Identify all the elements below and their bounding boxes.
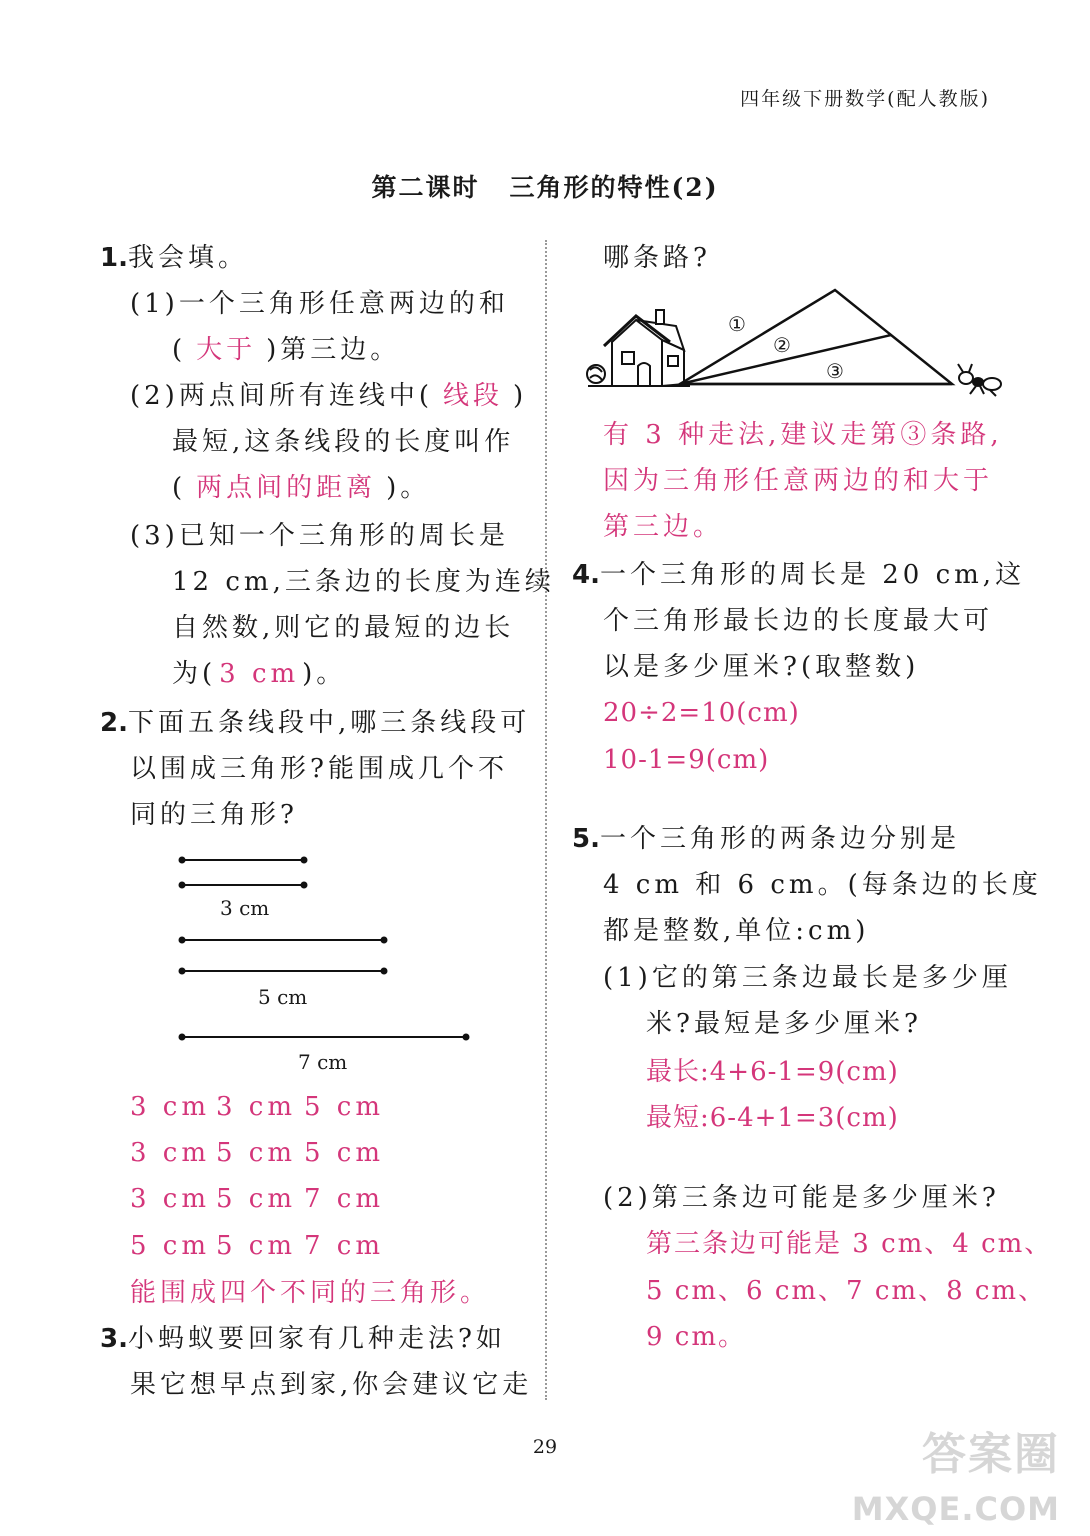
q4-number: 4.	[572, 560, 600, 590]
q4-line1	[572, 552, 1025, 598]
q2-answer-row-2	[130, 1130, 384, 1176]
q1-part3-line4	[172, 651, 346, 697]
segment-label-5cm: 5 cm	[258, 985, 308, 1009]
q1-prompt	[100, 235, 248, 281]
q5-line1	[572, 816, 960, 862]
q5-sub1-line1: (1)它的第三条边最长是多少厘	[603, 963, 1012, 993]
q3-line1	[100, 1316, 506, 1362]
q1-part2-line3	[172, 465, 430, 511]
q1-part3-line3: 自然数,则它的最短的边长	[172, 613, 515, 643]
q2-a2-c1: 3 cm	[130, 1138, 211, 1168]
q1-prompt-text: 我会填。	[127, 243, 248, 273]
q2-line1	[100, 700, 530, 746]
q4-text1: 一个三角形的周长是 20 cm,这	[599, 560, 1026, 590]
q2-a1-c1: 3 cm	[130, 1092, 211, 1122]
watermark-logo: 答案圈	[922, 1429, 1060, 1480]
q4-answer-line2: 10-1=9(cm)	[603, 745, 770, 775]
q4-answer-line1: 20÷2=10(cm)	[603, 698, 800, 728]
q2-a2-c2: 5 cm	[216, 1138, 297, 1168]
q2-a3-c1: 3 cm	[130, 1184, 211, 1214]
route-triangle	[680, 290, 952, 384]
watermark-url: MXQE.COM	[851, 1490, 1060, 1528]
q2-a1-c3: 5 cm	[304, 1092, 385, 1122]
q1-part3-post: )。	[302, 659, 347, 689]
lesson-topic: 三角形的特性(2)	[509, 173, 719, 202]
q1-part1-answer: 大于	[196, 335, 257, 365]
segment-3cm-a	[179, 857, 308, 864]
q2-text1: 下面五条线段中,哪三条线段可	[127, 708, 531, 738]
q5-text1: 一个三角形的两条边分别是	[599, 824, 960, 854]
q1-part3-pre: 为(	[172, 659, 217, 689]
q5-sub1-answer2: 最短:6-4+1=3(cm)	[646, 1103, 899, 1133]
segment-3cm-b	[179, 882, 308, 889]
q2-number: 2.	[100, 708, 128, 738]
q2-line3: 同的三角形?	[130, 800, 298, 830]
q2-a1-c2: 3 cm	[216, 1092, 297, 1122]
q2-a2-c3: 5 cm	[304, 1138, 385, 1168]
column-divider	[545, 240, 547, 1400]
q3-answer-line2: 因为三角形任意两边的和大于	[603, 466, 994, 496]
q1-part1-close: )第三边。	[266, 335, 401, 365]
q5-sub1-answer1: 最长:4+6-1=9(cm)	[646, 1057, 899, 1087]
q3-line2: 果它想早点到家,你会建议它走	[130, 1370, 533, 1400]
q3-number: 3.	[100, 1324, 128, 1354]
route-2-label: ②	[773, 333, 791, 357]
route-1-label: ①	[728, 312, 746, 336]
segment-5cm-b	[179, 968, 388, 975]
lesson-title	[0, 168, 1090, 204]
q1-part3-answer: 3 cm	[219, 659, 300, 689]
segment-label-7cm: 7 cm	[298, 1050, 348, 1074]
q5-sub2-answer2: 5 cm、6 cm、7 cm、8 cm、	[646, 1276, 1047, 1306]
q3-answer-line3: 第三边。	[603, 512, 724, 542]
q2-a4-c3: 7 cm	[304, 1231, 385, 1261]
route-3-label: ③	[826, 359, 844, 383]
q2-answer-row-3	[130, 1176, 384, 1222]
segment-5cm-a	[179, 937, 388, 944]
q1-part3-line2: 12 cm,三条边的长度为连续	[172, 567, 555, 597]
house-icon	[587, 310, 690, 386]
q2-a4-c1: 5 cm	[130, 1231, 211, 1261]
q5-number: 5.	[572, 824, 600, 854]
q1-part2-open: (	[172, 473, 187, 503]
q1-part2-pre: (2)两点间所有连线中(	[130, 381, 433, 411]
ant-icon	[958, 364, 1001, 396]
q1-part2-line2: 最短,这条线段的长度叫作	[172, 427, 515, 457]
segment-label-3cm: 3 cm	[220, 896, 270, 920]
q1-part2-post: )	[512, 381, 528, 411]
q4-line3: 以是多少厘米?(取整数)	[603, 652, 920, 682]
q5-line3: 都是整数,单位:cm)	[603, 916, 870, 946]
q1-part2-line1	[130, 373, 527, 419]
q1-part2-answer: 线段	[442, 381, 503, 411]
q2-answer-row-1	[130, 1084, 384, 1130]
book-header: 四年级下册数学(配人教版)	[740, 88, 990, 110]
q2-a3-c3: 7 cm	[304, 1184, 385, 1214]
line-segments-figure	[170, 850, 480, 1080]
q5-sub2-line1: (2)第三条边可能是多少厘米?	[603, 1183, 1000, 1213]
q3-line3: 哪条路?	[603, 243, 711, 273]
q3-text1: 小蚂蚁要回家有几种走法?如	[127, 1324, 506, 1354]
q4-line2: 个三角形最长边的长度最大可	[603, 606, 994, 636]
q2-answer-row-4	[130, 1223, 384, 1269]
q3-answer-line1: 有 3 种走法,建议走第③条路,	[603, 420, 1003, 450]
q1-part1-open: (	[172, 335, 187, 365]
q1-part2-close: )。	[386, 473, 431, 503]
q1-part1-line1: (1)一个三角形任意两边的和	[130, 289, 509, 319]
q5-line2: 4 cm 和 6 cm。(每条边的长度	[603, 870, 1042, 900]
q5-sub2-answer3: 9 cm。	[646, 1322, 747, 1352]
q2-a4-c2: 5 cm	[216, 1231, 297, 1261]
q2-conclusion: 能围成四个不同的三角形。	[130, 1278, 491, 1308]
q1-part3-line1: (3)已知一个三角形的周长是	[130, 521, 509, 551]
q2-a3-c2: 5 cm	[216, 1184, 297, 1214]
q1-part2-answer2: 两点间的距离	[196, 473, 377, 503]
q1-part1-line2	[172, 327, 400, 373]
q5-sub1-line2: 米?最短是多少厘米?	[646, 1009, 922, 1039]
page-number: 29	[532, 1436, 558, 1458]
q5-sub2-answer1: 第三条边可能是 3 cm、4 cm、	[646, 1229, 1053, 1259]
lesson-number: 第二课时	[371, 173, 480, 202]
q1-number: 1.	[100, 243, 128, 273]
ant-route-figure	[580, 280, 1020, 410]
segment-7cm	[179, 1034, 470, 1041]
q2-line2: 以围成三角形?能围成几个不	[130, 754, 508, 784]
